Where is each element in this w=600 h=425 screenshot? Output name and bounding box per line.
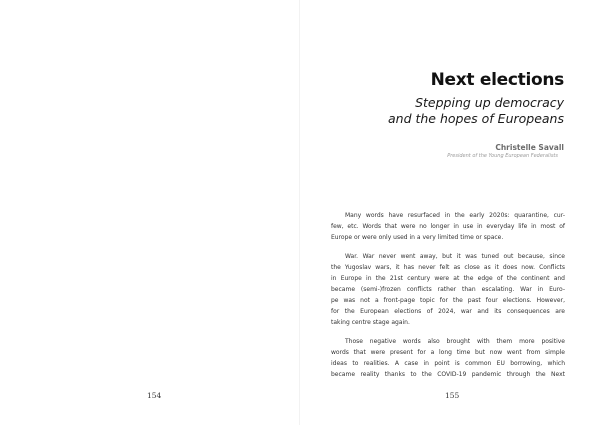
paragraph — [331, 336, 565, 380]
paragraph — [331, 210, 565, 243]
subtitle-line: Stepping up democracy — [415, 95, 564, 110]
text-line: in Europe in the 21st century were at the edge of the continent and — [331, 275, 565, 282]
text-line: the Yugoslav wars, it has never felt as close as it does now. Conflicts — [331, 264, 565, 271]
subtitle-line: and the hopes of Europeans — [387, 111, 564, 126]
text-line: words that were present for a long time but now went from simple — [331, 349, 565, 356]
chapter-title: Next elections — [430, 70, 564, 90]
right-page-number: 155 — [445, 391, 460, 400]
author-role: President of the Young European Federalists — [447, 153, 558, 159]
text-line: pe was not a front-page topic for the past four elections. However, — [331, 297, 565, 304]
paragraph — [331, 251, 565, 328]
text-line: ideas to realities. A case in point is common EU borrowing, which — [331, 360, 565, 367]
body-text — [331, 210, 565, 380]
text-line: became (semi-)frozen conflicts rather than escalating. War in Euro- — [331, 286, 565, 293]
text-line: War. War never went away, but it was tuned out because, since — [345, 253, 565, 260]
left-page-number: 154 — [147, 391, 162, 400]
text-line: became reality thanks to the COVID-19 pandemic through the Next — [331, 371, 565, 378]
text-line: Many words have resurfaced in the early 2020s: quarantine, cur- — [345, 212, 565, 219]
text-line: taking centre stage again. — [331, 319, 410, 326]
book-gutter — [299, 0, 300, 425]
author-name: Christelle Savall — [495, 143, 564, 152]
text-line: Europe or were only used in a very limited time or space. — [331, 234, 504, 241]
text-line: few, etc. Words that were no longer in use in everyday life in most of — [331, 223, 565, 230]
text-line: Those negative words also brought with them more positive — [345, 338, 565, 345]
text-line: for the European elections of 2024, war and its consequences are — [331, 308, 565, 315]
chapter-subtitle — [388, 95, 564, 127]
